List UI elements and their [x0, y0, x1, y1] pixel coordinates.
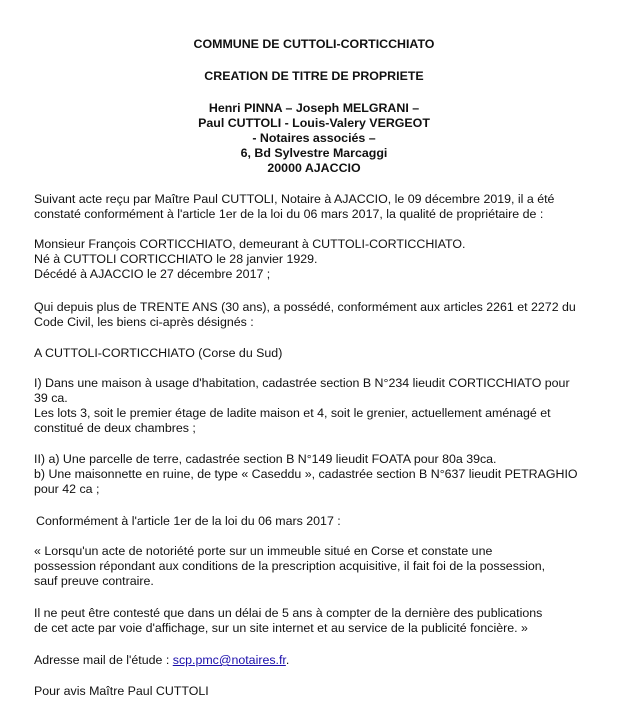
- paragraph-6-line-2: b) Une maisonnette en ruine, de type « Caseddu », cadastrée section B N°637 lieudit PETRAGHIO: [34, 467, 578, 481]
- email-label: Adresse mail de l'étude :: [34, 653, 173, 667]
- paragraph-8-line-2: possession répondant aux conditions de la prescription acquisitive, il fait foi de la possession,: [34, 559, 546, 573]
- paragraph-2-line-1: Monsieur François CORTICCHIATO, demeurant à CUTTOLI-CORTICCHIATO.: [34, 237, 466, 251]
- paragraph-1-line-2: constaté conformément à l'article 1er de la loi du 06 mars 2017, la qualité de propriétaire de :: [34, 207, 544, 221]
- notaries-line-3: - Notaires associés –: [252, 131, 376, 145]
- notaries-line-1: Henri PINNA – Joseph MELGRANI –: [208, 101, 420, 115]
- paragraph-3-line-1: Qui depuis plus de TRENTE ANS (30 ans), a possédé, conformément aux articles 2261 et 2272 du: [34, 300, 576, 314]
- email-suffix: .: [285, 653, 290, 667]
- address-line-1: 6, Bd Sylvestre Marcaggi: [240, 146, 388, 160]
- signature-line: Pour avis Maître Paul CUTTOLI: [34, 684, 209, 698]
- paragraph-5-line-2: 39 ca.: [34, 391, 68, 405]
- location-line: A CUTTOLI-CORTICCHIATO (Corse du Sud): [34, 346, 283, 360]
- document-title: CREATION DE TITRE DE PROPRIETE: [204, 69, 424, 83]
- paragraph-9-line-1: Il ne peut être contesté que dans un délai de 5 ans à compter de la dernière des publications: [34, 606, 543, 620]
- commune-heading: COMMUNE DE CUTTOLI-CORTICCHIATO: [193, 37, 435, 51]
- notaries-line-2: Paul CUTTOLI - Louis-Valery VERGEOT: [198, 116, 430, 130]
- paragraph-6-line-1: II) a) Une parcelle de terre, cadastrée section B N°149 lieudit FOATA pour 80a 39ca.: [34, 452, 497, 466]
- paragraph-5-line-4: constitué de deux chambres ;: [34, 421, 196, 435]
- address-line-2: 20000 AJACCIO: [267, 161, 361, 175]
- paragraph-5-line-3: Les lots 3, soit le premier étage de ladite maison et 4, soit le grenier, actuellement aménagé et: [34, 406, 551, 420]
- paragraph-8-line-3: sauf preuve contraire.: [34, 574, 154, 588]
- paragraph-2-line-2: Né à CUTTOLI CORTICCHIATO le 28 janvier 1929.: [34, 252, 318, 266]
- paragraph-3-line-2: Code Civil, les biens ci-après désignés :: [34, 315, 254, 329]
- paragraph-8-line-1: « Lorsqu'un acte de notoriété porte sur un immeuble situé en Corse et constate une: [34, 544, 493, 558]
- email-line: [34, 653, 289, 668]
- paragraph-9-line-2: de cet acte par voie d'affichage, sur un site internet et au service de la publicité foncière. »: [34, 621, 528, 635]
- email-link[interactable]: scp.pmc@notaires.fr: [172, 653, 286, 667]
- paragraph-6-line-3: pour 42 ca ;: [34, 482, 100, 496]
- paragraph-5-line-1: I) Dans une maison à usage d'habitation, cadastrée section B N°234 lieudit CORTICCHIATO pour: [34, 376, 570, 390]
- paragraph-2-line-3: Décédé à AJACCIO le 27 décembre 2017 ;: [34, 267, 271, 281]
- paragraph-7: Conformément à l'article 1er de la loi du 06 mars 2017 :: [36, 514, 341, 528]
- paragraph-1-line-1: Suivant acte reçu par Maître Paul CUTTOLI, Notaire à AJACCIO, le 09 décembre 2019, il a été: [34, 192, 555, 206]
